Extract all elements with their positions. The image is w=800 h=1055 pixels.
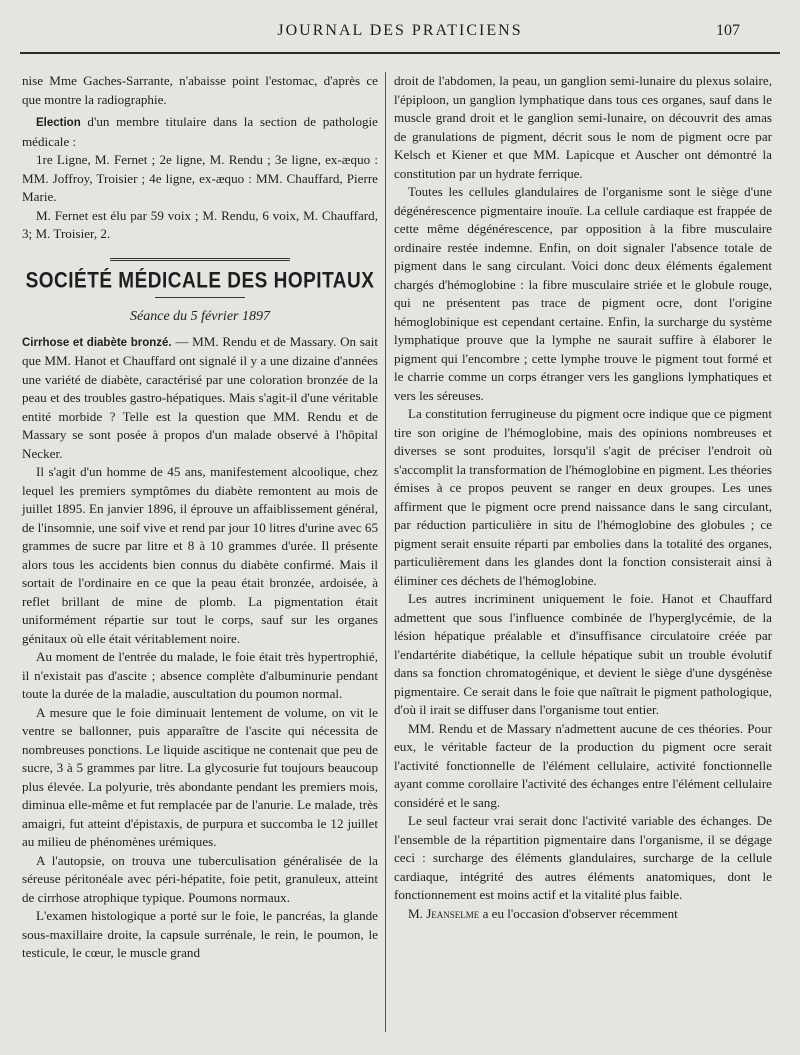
election-text: d'un membre titulaire dans la section de pathologie médicale :	[22, 114, 378, 149]
jeanselme-text: a eu l'occasion d'observer récemment	[479, 905, 678, 921]
paragraph-moment: Au moment de l'entrée du malade, le foie était très hypertrophié, il n'existait pas d'ascite ; absence complète d'albuminurie pendant toute la durée de la maladie, auscultation du poumon normal.	[22, 649, 378, 701]
election-list: 1re Ligne, M. Fernet ; 2e ligne, M. Rendu ; 3e ligne, ex-æquo : MM. Joffroy, Troisier ; 4e ligne, ex-æquo : MM. Chauffard, Pierre Marie.	[22, 152, 378, 204]
cirrhose-label: Cirrhose et diabète bronzé.	[22, 336, 172, 349]
section-title: SOCIÉTÉ MÉDICALE DES HOPITAUX	[25, 268, 375, 293]
paragraph-seul: Le seul facteur vrai serait donc l'activité variable des échanges. De l'ensemble de la répartition pigmentaire dans l'organisme, il se dégage ceci : surcharge des éléments glandulaires, surcharge de la cellule cardiaque, intégrité des autres éléments anatomiques, dont le fonctionnement est moins actif et la vitalité plus faible.	[394, 813, 772, 902]
paragraph-jeanselme	[394, 905, 772, 924]
paragraph-mm: MM. Rendu et de Massary n'admettent aucune de ces théories. Pour eux, le véritable facteur de la production du pigment ocre serait l'activité fonctionnelle de l'élément cellulaire, activité fonctionnelle ayant comme corollaire l'activité des échanges entre l'élément cellulaire considéré et le sang.	[394, 720, 772, 810]
paragraph-election	[22, 113, 378, 151]
paragraph-mesure: A mesure que le foie diminuait lentement de volume, on vit le ventre se ballonner, puis apparaître de l'ascite qui nécessita de nombreuses ponctions. Le liquide ascitique ne contenait que peu de sucre, 3 à 5 grammes par litre. La glycosurie fut toujours beaucoup plus élevée. La polyurie, très abondante pendant les premiers mois, diminua elle-même et fut remplacée par de l'anurie. Le malade, très amaigri, fut atteint d'épistaxis, de purpura et succomba le 12 juillet au milieu de phénomènes urémiques.	[22, 704, 378, 849]
paragraph-examen: L'examen histologique a porté sur le foie, le pancréas, la glande sous-maxillaire droite, la capsule surrénale, le rein, le poumon, le testicule, le cœur, le muscle grand	[22, 908, 378, 960]
seance-date: Séance du 5 février 1897	[130, 309, 270, 324]
election-result: M. Fernet est élu par 59 voix ; M. Rendu, 6 voix, M. Chauffard, 3; M. Troisier, 2.	[22, 207, 378, 241]
paragraph-cellules: Toutes les cellules glandulaires de l'organisme sont le siège d'une dégénérescence pigmentaire inouïe. La cellule cardiaque est frappée de cette même dégénérescence, par opposition à la fibre musculaire ordinaire restée indemne. Enfin, on doit signaler l'absence totale de pigment dans le sang circulant. Voici donc deux éléments également chargés d'hémoglobine : la fibre musculaire striée et le globule rouge, qui ne présentent pas trace de pigment ocre, dont l'origine hémoglobinique est cependant certaine. Enfin, la surcharge du système lymphatique prouve que la lymphe ne saurait suffire à élaborer le pigment qui l'encombre ; cette lymphe trouve le pigment tout formé et le charrie comme un corps étranger vers les ganglions lymphatiques et vers les séreuses.	[394, 184, 772, 403]
section-divider	[110, 258, 290, 261]
jeanselme-name: Jeanselme	[426, 905, 480, 921]
cirrhose-text: — MM. Rendu et de Massary. On sait que MM. Hanot et Chauffard ont signalé il y a une dizaine d'années une variété de diabète, caractérisé par une coloration bronzée de la peau et des troubles gastro-hépatiques. Mais s'agit-il d'une véritable entité morbide ? Telle est la question que MM. Rendu et de Massary se sont posée à propos d'un malade observé à l'hôpital Necker.	[22, 333, 378, 461]
page-header	[20, 22, 780, 46]
election-label: Election	[36, 117, 81, 129]
paragraph-autres: Les autres incriminent uniquement le foie. Hanot et Chauffard admettent que sous l'influence combinée de l'hyperglycémie, de la lésion hépatique préalable et d'insuffisance circulatoire créée par l'endartérite diabétique, la cellule hépatique subit un trouble évolutif dans sa fonction chromatogénique, et devient le siège d'une dysgénèse pigmentaire. Ce serait dans le foie que naîtrait le pigment pathologique, d'où il irait se diffuser dans l'organisme tout entier.	[394, 591, 772, 717]
jeanselme-prefix: M.	[408, 905, 427, 921]
journal-title: JOURNAL DES PRATICIENS	[277, 22, 523, 39]
paragraph-homme: Il s'agit d'un homme de 45 ans, manifestement alcoolique, chez lequel les premiers symptômes du diabète remontent au mois de juillet 1895. En janvier 1896, il éprouve un affaiblissement général, de l'insomnie, une soif vive et rend par jour 10 litres d'urine avec 65 grammes de sucre par litre et 8 à 10 grammes d'urée. Il présente alors tous les accidents bien connus du diabète confirmé. Mais il sortait de l'ordinaire en ce que la peau était bronzée, ardoisée, à reflet brillant de mine de plomb. La pigmentation était uniformément répartie sur tout le corps, sauf sur les organes génitaux où elle était véritablement noire.	[22, 464, 378, 646]
right-column	[394, 72, 772, 923]
paragraph-constitution: La constitution ferrugineuse du pigment ocre indique que ce pigment tire son origine de l'hémoglobine, mais des opinions nombreuses et diverses se sont produites, lorsqu'il s'agit de préciser l'endroit où s'accomplit la transformation de l'hémoglobine en pigment. Les théories émises à ce propos peuvent se ranger en deux groupes. Les unes affirment que le pigment ocre prend naissance dans le sang circulant, par réduction particulière in situ de l'hémoglobine des globules ; ce pigment serait ensuite réparti par embolies dans la totalité des organes, particulièrement dans les glandes dont la fonction consisterait ainsi à éliminer ces déchets de l'hémoglobine.	[394, 406, 772, 588]
header-rule	[20, 52, 780, 54]
paragraph-cirrhose	[22, 333, 378, 464]
left-column	[22, 72, 378, 963]
page-number: 107	[716, 22, 740, 39]
column-divider	[385, 72, 386, 1032]
title-rule	[155, 297, 245, 298]
paragraph-droit: droit de l'abdomen, la peau, un ganglion semi-lunaire du plexus solaire, l'épiploon, un ganglion lymphatique dans tous ces organes, sauf dans le muscle grand droit et le ganglion semi-lunaire, on découvrit des amas de granulations de pigment, décrit sous le nom de pigment ocre par Kelsch et Kiener et que MM. Lapicque et Auscher ont démontré la constitution par un hydrate ferrique.	[394, 73, 772, 181]
paragraph-autopsie: A l'autopsie, on trouva une tuberculisation généralisée de la séreuse péritonéale avec péri-hépatite, foie petit, granuleux, atteint de cirrhose atrophique typique. Poumons normaux.	[22, 852, 378, 905]
paragraph-radiographie: nise Mme Gaches-Sarrante, n'abaisse point l'estomac, d'après ce que montre la radiographie.	[22, 73, 378, 107]
